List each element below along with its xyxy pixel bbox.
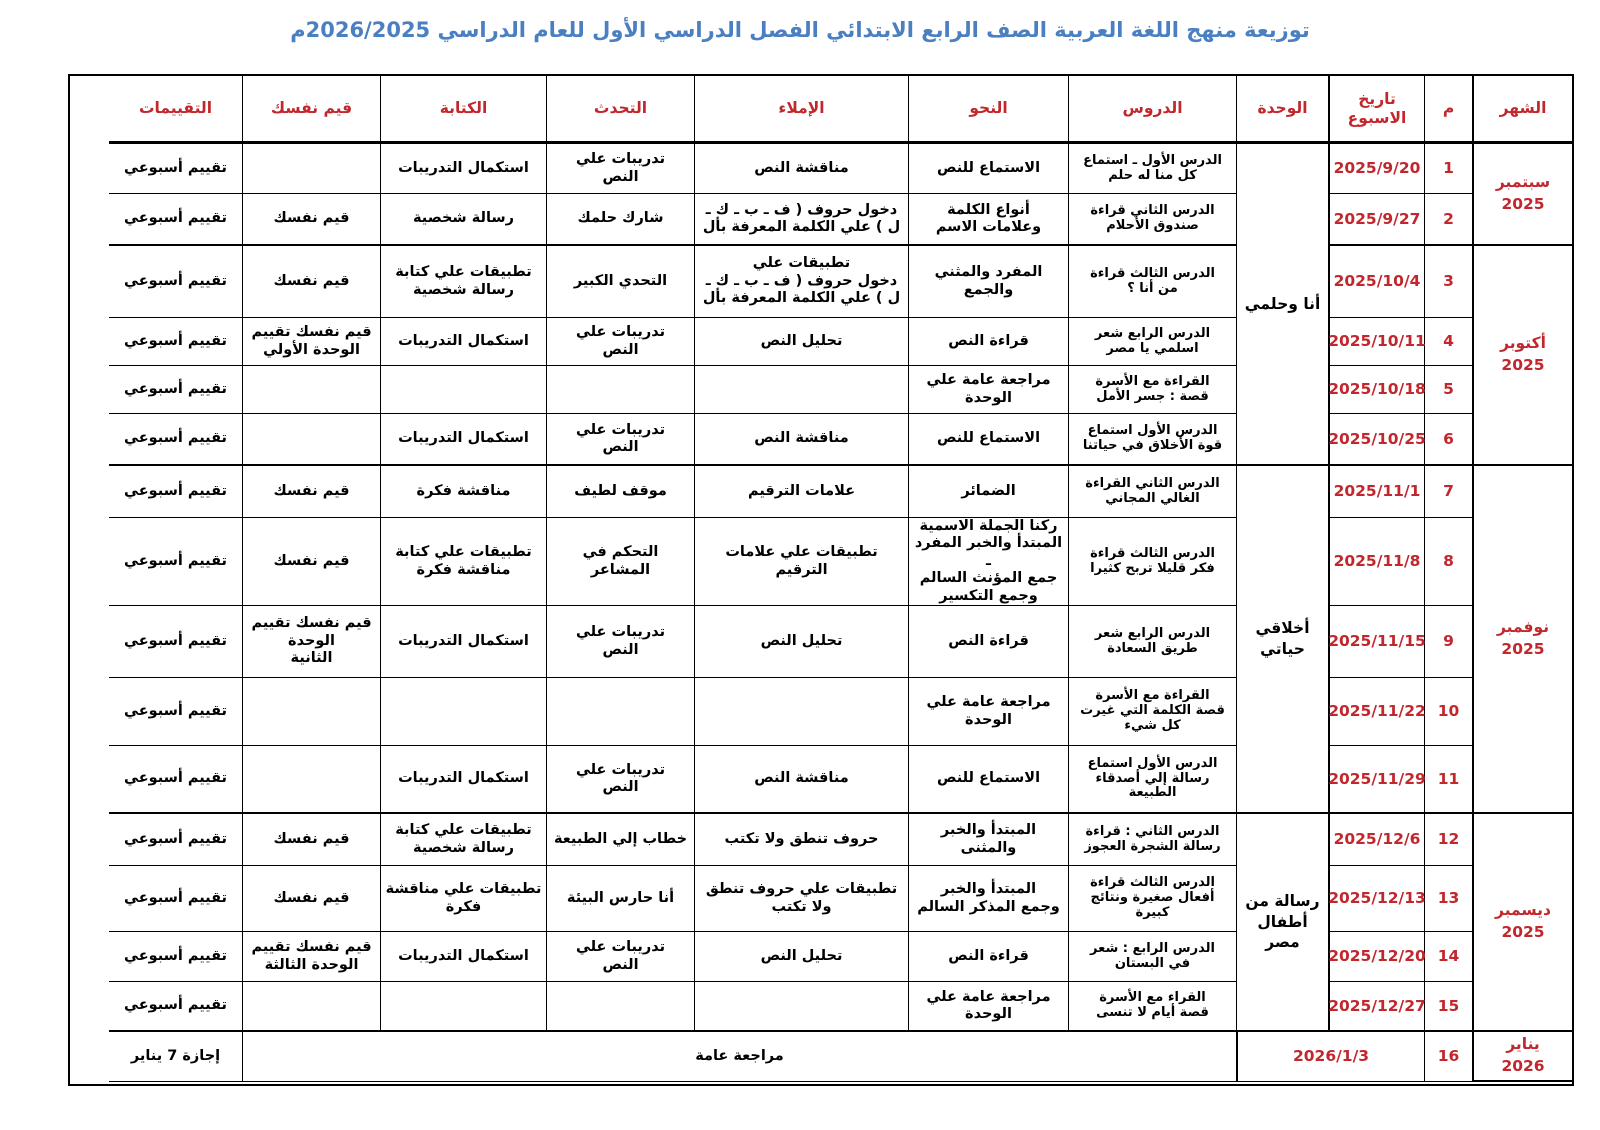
dictation-cell: حروف تنطق ولا تكتب <box>694 814 908 866</box>
assessment-cell: تقييم أسبوعي <box>109 194 242 246</box>
header-speaking: التحدث <box>546 76 694 144</box>
dictation-cell: تحليل النص <box>694 318 908 366</box>
assessment-cell: تقييم أسبوعي <box>109 466 242 518</box>
dictation-cell: تطبيقات علي دخول حروف ( ف ـ ب ـ ك ـ ل ) علي الكلمة المعرفة بأل <box>694 246 908 318</box>
dictation-cell: تحليل النص <box>694 932 908 982</box>
values-cell <box>242 366 380 414</box>
lesson-cell: الدرس الأول ـ استماع كل منا له حلم <box>1068 144 1236 194</box>
lesson-cell: الدرس الأول استماع قوة الأخلاق في حياتنا <box>1068 414 1236 466</box>
header-writing: الكتابة <box>380 76 546 144</box>
row-number: 6 <box>1424 414 1472 466</box>
week-date-cell: 2025/11/1 <box>1328 466 1424 518</box>
header-dictation: الإملاء <box>694 76 908 144</box>
header-grammar: النحو <box>908 76 1068 144</box>
grammar-cell: قراءة النص <box>908 932 1068 982</box>
writing-cell: رسالة شخصية <box>380 194 546 246</box>
week-date-cell: 2025/11/8 <box>1328 518 1424 606</box>
grammar-cell: الاستماع للنص <box>908 144 1068 194</box>
dictation-cell: تحليل النص <box>694 606 908 678</box>
header-week-date: تاريخ الاسبوع <box>1328 76 1424 144</box>
assessment-cell: تقييم أسبوعي <box>109 144 242 194</box>
lesson-cell: الدرس الرابع شعر اسلمي يا مصر <box>1068 318 1236 366</box>
row-number: 10 <box>1424 678 1472 746</box>
month-cell: ديسمبر 2025 <box>1472 814 1572 1032</box>
header-lessons: الدروس <box>1068 76 1236 144</box>
week-date-cell: 2026/1/3 <box>1236 1032 1424 1082</box>
dictation-cell: علامات الترقيم <box>694 466 908 518</box>
row-number: 11 <box>1424 746 1472 814</box>
row-number: 2 <box>1424 194 1472 246</box>
month-cell: يناير 2026 <box>1472 1032 1572 1082</box>
writing-cell <box>380 366 546 414</box>
week-date-cell: 2025/12/20 <box>1328 932 1424 982</box>
values-cell: قيم نفسك <box>242 246 380 318</box>
unit-cell: رسالة من أطفال مصر <box>1236 814 1328 1032</box>
writing-cell <box>380 678 546 746</box>
speaking-cell: التحدي الكبير <box>546 246 694 318</box>
row-number: 4 <box>1424 318 1472 366</box>
writing-cell: استكمال التدريبات <box>380 144 546 194</box>
lesson-cell: الدرس الثالث قراءة من أنا ؟ <box>1068 246 1236 318</box>
header-month: الشهر <box>1472 76 1572 144</box>
dictation-cell: مناقشة النص <box>694 144 908 194</box>
month-cell: أكتوبر 2025 <box>1472 246 1572 466</box>
page-title: توزيعة منهج اللغة العربية الصف الرابع الابتدائي الفصل الدراسي الأول للعام الدراسي 2026/2025م <box>290 18 1310 42</box>
week-date-cell: 2025/11/22 <box>1328 678 1424 746</box>
header-values: قيم نفسك <box>242 76 380 144</box>
row-number: 5 <box>1424 366 1472 414</box>
speaking-cell: أنا حارس البيئة <box>546 866 694 932</box>
week-date-cell: 2025/11/15 <box>1328 606 1424 678</box>
week-date-cell: 2025/12/6 <box>1328 814 1424 866</box>
month-cell: سبتمبر 2025 <box>1472 144 1572 246</box>
grammar-cell: مراجعة عامة علي الوحدة <box>908 678 1068 746</box>
assessment-cell: تقييم أسبوعي <box>109 318 242 366</box>
values-cell <box>242 414 380 466</box>
writing-cell: استكمال التدريبات <box>380 414 546 466</box>
lesson-cell: الدرس الثالث قراءة فكر قليلا تربح كثيرا <box>1068 518 1236 606</box>
week-date-cell: 2025/9/20 <box>1328 144 1424 194</box>
row-number: 15 <box>1424 982 1472 1032</box>
grammar-cell: قراءة النص <box>908 606 1068 678</box>
assessment-cell: تقييم أسبوعي <box>109 866 242 932</box>
week-date-cell: 2025/10/4 <box>1328 246 1424 318</box>
assessment-cell: تقييم أسبوعي <box>109 982 242 1032</box>
values-cell: قيم نفسك <box>242 194 380 246</box>
dictation-cell: مناقشة النص <box>694 414 908 466</box>
values-cell: قيم نفسك تقييم الوحدة الأولي <box>242 318 380 366</box>
unit-cell: أخلاقي حياتي <box>1236 466 1328 814</box>
values-cell <box>242 144 380 194</box>
week-date-cell: 2025/10/11 <box>1328 318 1424 366</box>
grammar-cell: قراءة النص <box>908 318 1068 366</box>
dictation-cell: تطبيقات علي علامات الترقيم <box>694 518 908 606</box>
assessment-cell: تقييم أسبوعي <box>109 932 242 982</box>
speaking-cell: موقف لطيف <box>546 466 694 518</box>
week-date-cell: 2025/10/18 <box>1328 366 1424 414</box>
writing-cell: تطبيقات علي كتابة مناقشة فكرة <box>380 518 546 606</box>
speaking-cell <box>546 366 694 414</box>
assessment-cell: تقييم أسبوعي <box>109 814 242 866</box>
values-cell: قيم نفسك تقييم الوحدة الثالثة <box>242 932 380 982</box>
header-num: م <box>1424 76 1472 144</box>
grammar-cell: مراجعة عامة علي الوحدة <box>908 982 1068 1032</box>
row-number: 8 <box>1424 518 1472 606</box>
week-date-cell: 2025/11/29 <box>1328 746 1424 814</box>
writing-cell: تطبيقات علي كتابة رسالة شخصية <box>380 814 546 866</box>
values-cell: قيم نفسك <box>242 866 380 932</box>
speaking-cell: تدريبات علي النص <box>546 606 694 678</box>
values-cell: قيم نفسك <box>242 814 380 866</box>
assessment-cell: تقييم أسبوعي <box>109 606 242 678</box>
assessment-cell: تقييم أسبوعي <box>109 678 242 746</box>
writing-cell: استكمال التدريبات <box>380 932 546 982</box>
lesson-cell: القراء مع الأسرة قصة أيام لا تنسى <box>1068 982 1236 1032</box>
grammar-cell: المبتدأ والخبر والمثنى <box>908 814 1068 866</box>
assessment-cell: تقييم أسبوعي <box>109 366 242 414</box>
lesson-cell: الدرس الثاني : قراءة رسالة الشجرة العجوز <box>1068 814 1236 866</box>
writing-cell: تطبيقات علي مناقشة فكرة <box>380 866 546 932</box>
row-number: 3 <box>1424 246 1472 318</box>
grammar-cell: الضمائر <box>908 466 1068 518</box>
row-number: 1 <box>1424 144 1472 194</box>
speaking-cell: التحكم في المشاعر <box>546 518 694 606</box>
row-number: 14 <box>1424 932 1472 982</box>
lesson-cell: الدرس الثاني قراءة صندوق الأحلام <box>1068 194 1236 246</box>
speaking-cell: شارك حلمك <box>546 194 694 246</box>
lesson-cell: الدرس الأول استماع رسالة إلي أصدقاء الطبيعة <box>1068 746 1236 814</box>
assessment-cell: تقييم أسبوعي <box>109 246 242 318</box>
speaking-cell: تدريبات علي النص <box>546 932 694 982</box>
grammar-cell: مراجعة عامة علي الوحدة <box>908 366 1068 414</box>
grammar-cell: الاستماع للنص <box>908 414 1068 466</box>
speaking-cell: تدريبات علي النص <box>546 414 694 466</box>
week-date-cell: 2025/9/27 <box>1328 194 1424 246</box>
lesson-cell: الدرس الثالث قراءة أفعال صغيرة ونتائج كبيرة <box>1068 866 1236 932</box>
values-cell: قيم نفسك <box>242 518 380 606</box>
month-cell: نوفمبر 2025 <box>1472 466 1572 814</box>
week-date-cell: 2025/12/27 <box>1328 982 1424 1032</box>
lesson-cell: القراءة مع الأسرة قصة الكلمة التي غيرت كل شيء <box>1068 678 1236 746</box>
speaking-cell: تدريبات علي النص <box>546 746 694 814</box>
speaking-cell: تدريبات علي النص <box>546 144 694 194</box>
writing-cell: استكمال التدريبات <box>380 318 546 366</box>
row-number: 16 <box>1424 1032 1472 1082</box>
general-review-cell: مراجعة عامة <box>242 1032 1236 1082</box>
dictation-cell <box>694 982 908 1032</box>
writing-cell: تطبيقات علي كتابة رسالة شخصية <box>380 246 546 318</box>
writing-cell: استكمال التدريبات <box>380 746 546 814</box>
header-unit: الوحدة <box>1236 76 1328 144</box>
speaking-cell: تدريبات علي النص <box>546 318 694 366</box>
dictation-cell: تطبيقات علي حروف تنطق ولا تكتب <box>694 866 908 932</box>
writing-cell <box>380 982 546 1032</box>
grammar-cell: أنواع الكلمة وعلامات الاسم <box>908 194 1068 246</box>
grammar-cell: ركنا الجملة الاسمية المبتدأ والخبر المفرد ـ جمع المؤنث السالم وجمع التكسير <box>908 518 1068 606</box>
values-cell <box>242 982 380 1032</box>
speaking-cell <box>546 678 694 746</box>
values-cell <box>242 678 380 746</box>
speaking-cell: خطاب إلي الطبيعة <box>546 814 694 866</box>
curriculum-table <box>68 74 1574 1086</box>
values-cell: قيم نفسك تقييم الوحدة الثانية <box>242 606 380 678</box>
week-date-cell: 2025/12/13 <box>1328 866 1424 932</box>
unit-cell: أنا وحلمي <box>1236 144 1328 466</box>
dictation-cell <box>694 366 908 414</box>
grammar-cell: الاستماع للنص <box>908 746 1068 814</box>
dictation-cell: دخول حروف ( ف ـ ب ـ ك ـ ل ) علي الكلمة المعرفة بأل <box>694 194 908 246</box>
assessment-cell: تقييم أسبوعي <box>109 746 242 814</box>
header-assessments: التقييمات <box>109 76 242 144</box>
writing-cell: استكمال التدريبات <box>380 606 546 678</box>
row-number: 9 <box>1424 606 1472 678</box>
assessment-cell: تقييم أسبوعي <box>109 518 242 606</box>
lesson-cell: الدرس الثاني القراءة الغالي المجاني <box>1068 466 1236 518</box>
row-number: 12 <box>1424 814 1472 866</box>
values-cell <box>242 746 380 814</box>
lesson-cell: القراءة مع الأسرة قصة : جسر الأمل <box>1068 366 1236 414</box>
lesson-cell: الدرس الرابع : شعر في البستان <box>1068 932 1236 982</box>
row-number: 13 <box>1424 866 1472 932</box>
speaking-cell <box>546 982 694 1032</box>
assessment-cell: تقييم أسبوعي <box>109 414 242 466</box>
lesson-cell: الدرس الرابع شعر طريق السعادة <box>1068 606 1236 678</box>
values-cell: قيم نفسك <box>242 466 380 518</box>
writing-cell: مناقشة فكرة <box>380 466 546 518</box>
holiday-cell: إجازة 7 يناير <box>109 1032 242 1082</box>
grammar-cell: المفرد والمثني والجمع <box>908 246 1068 318</box>
dictation-cell: مناقشة النص <box>694 746 908 814</box>
grammar-cell: المبتدأ والخبر وجمع المذكر السالم <box>908 866 1068 932</box>
row-number: 7 <box>1424 466 1472 518</box>
week-date-cell: 2025/10/25 <box>1328 414 1424 466</box>
dictation-cell <box>694 678 908 746</box>
